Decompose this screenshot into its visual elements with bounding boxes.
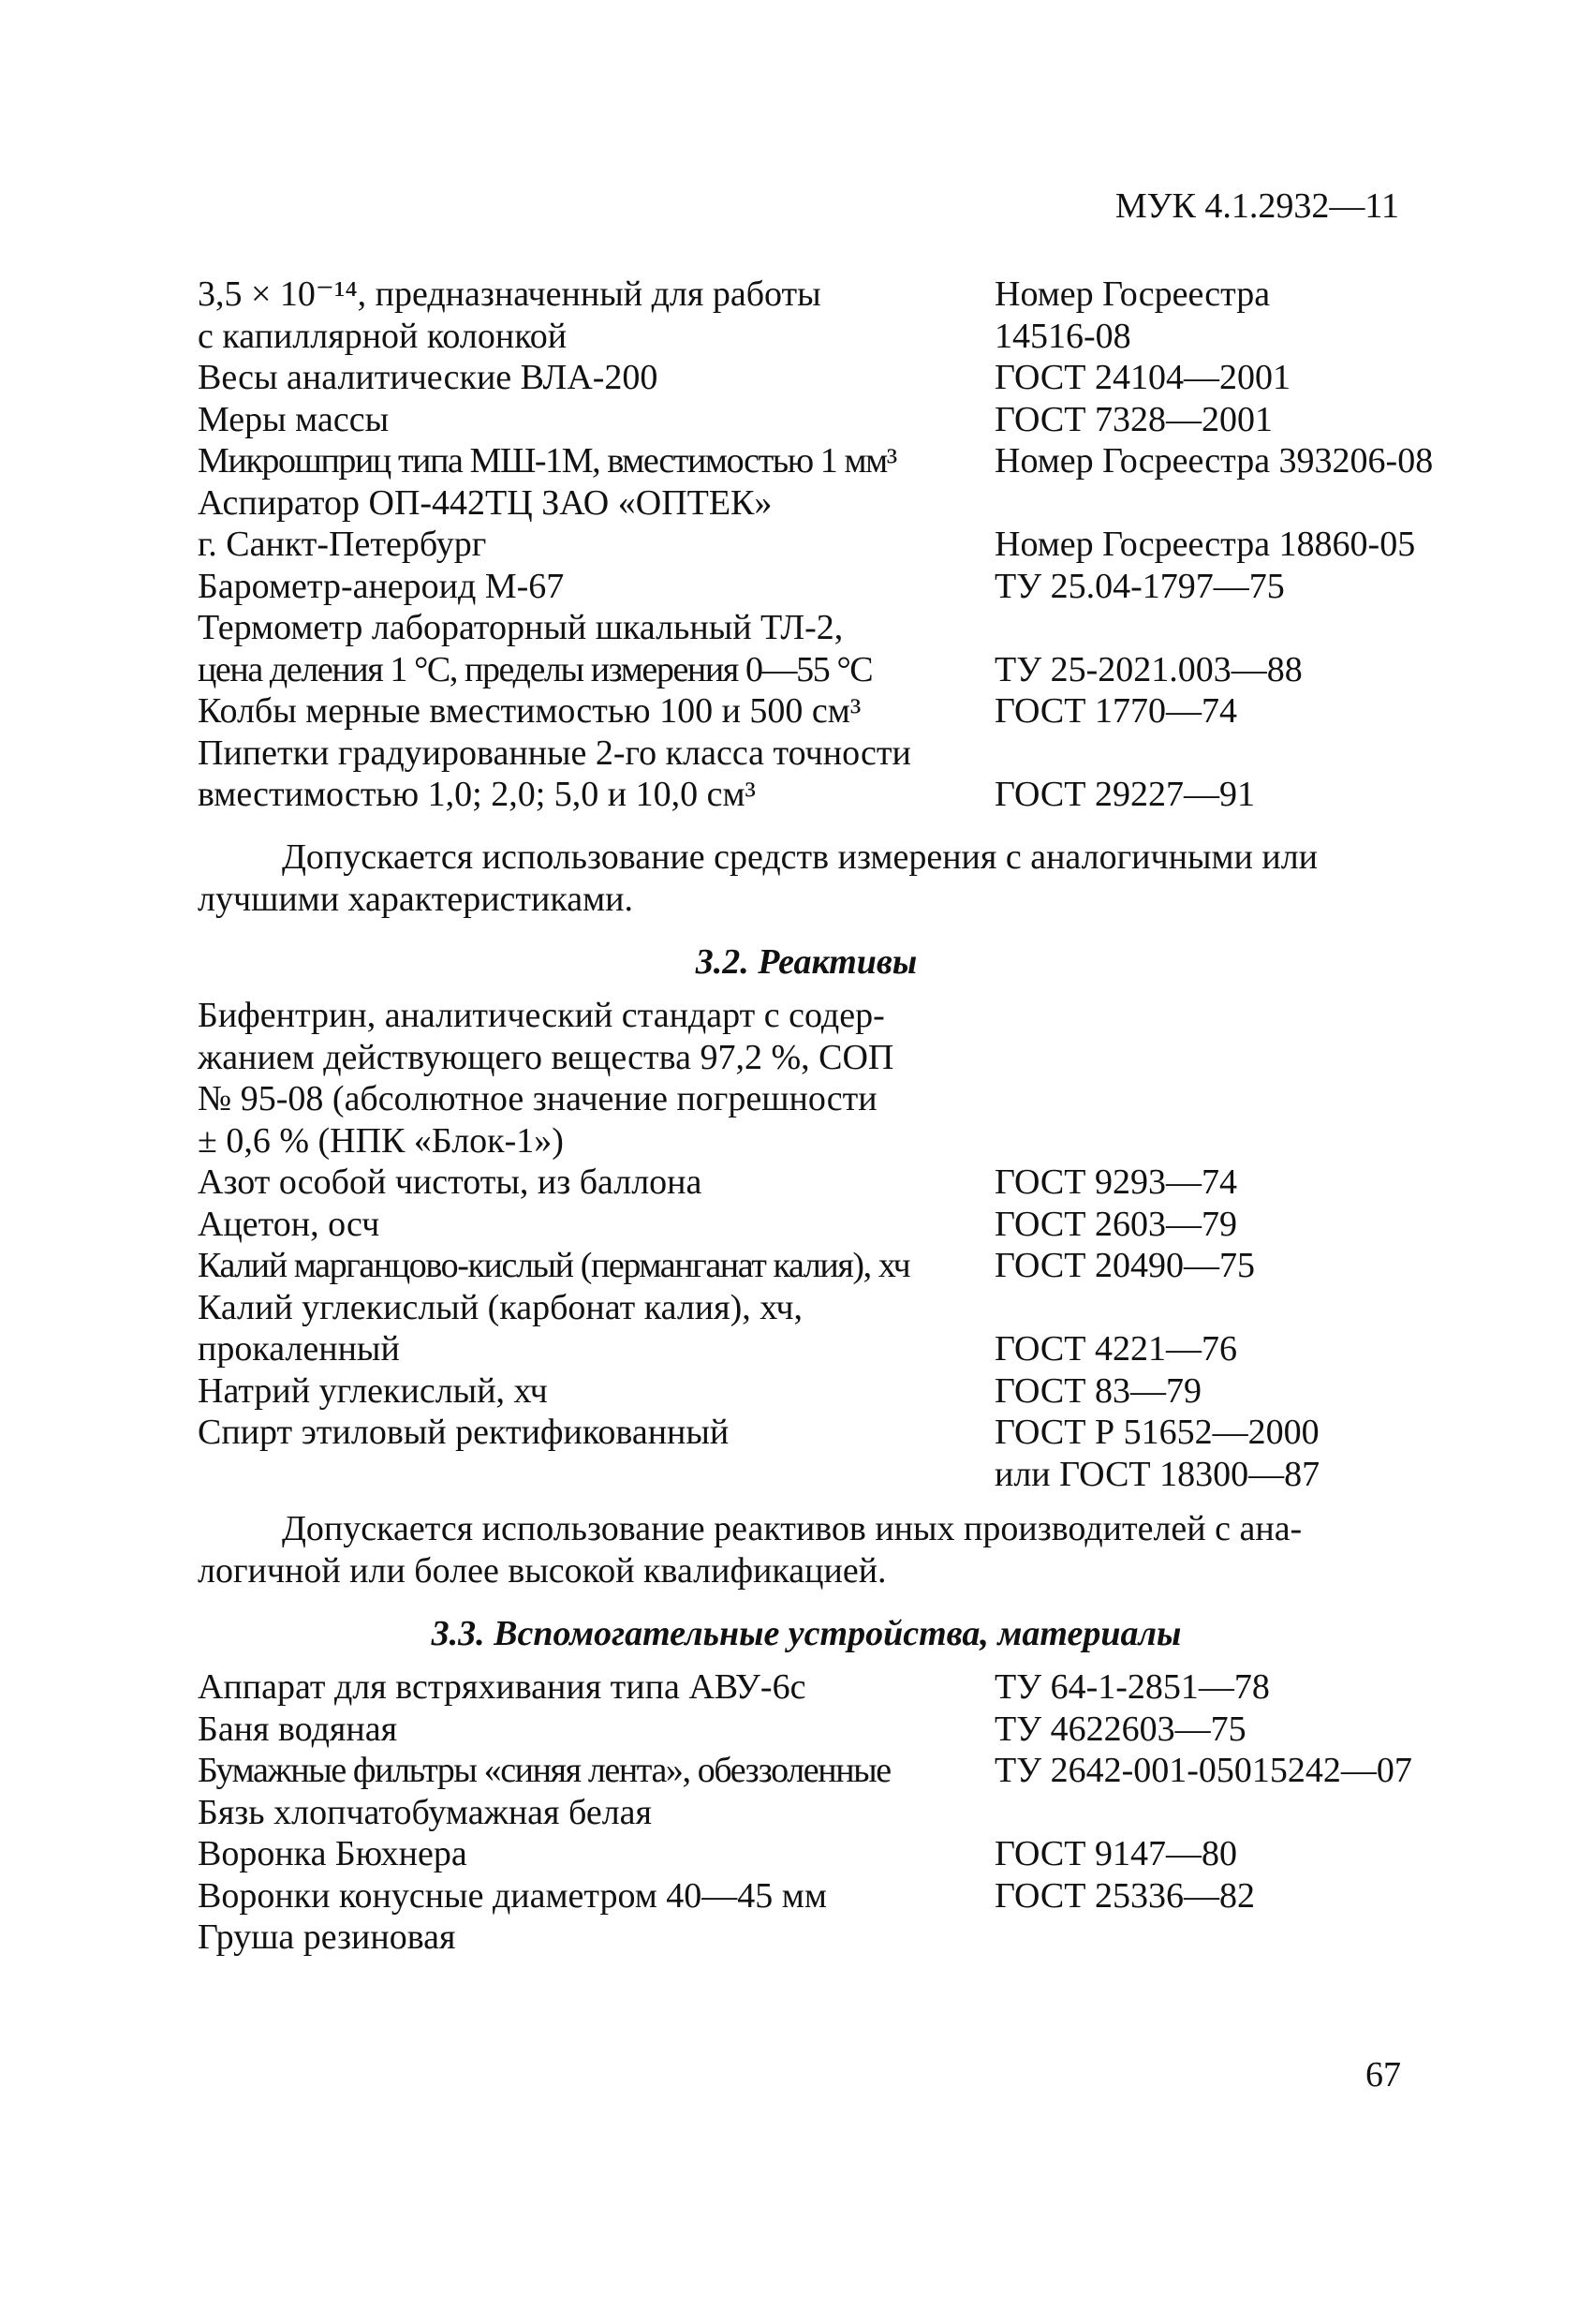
list-item [198, 1162, 1490, 1204]
list-item [198, 1328, 1490, 1370]
item-name: 3,5 × 10⁻¹⁴, предназначенный для работы [198, 274, 821, 314]
item-name: Аспиратор ОП-442ТЦ ЗАО «ОПТЕК» [198, 482, 773, 523]
list-item [198, 1792, 1490, 1834]
item-name: Калий углекислый (карбонат калия), хч, [198, 1287, 803, 1327]
item-name: Бифентрин, аналитический стандарт с содер- [198, 996, 885, 1035]
item-name: Натрий углекислый, хч [198, 1370, 548, 1411]
item-ref: ГОСТ 20490—75 [995, 1246, 1255, 1285]
item-ref: Номер Госреестра 18860-05 [995, 525, 1416, 564]
list-item [198, 1078, 1490, 1120]
item-ref [995, 1287, 1490, 1329]
item-name: Баня водяная [198, 1709, 398, 1749]
item-name: Калий марганцово-кислый (перманганат калия), хч [198, 1246, 910, 1285]
item-ref: ТУ 25-2021.003—88 [995, 649, 1303, 689]
list-item [198, 1709, 1490, 1751]
item-ref [995, 607, 1490, 649]
item-name: Микрошприц типа МШ-1М, вместимостью 1 мм³ [198, 441, 896, 481]
item-ref: ГОСТ 24104—2001 [995, 358, 1291, 397]
list-item [198, 357, 1490, 399]
list-item [198, 1204, 1490, 1246]
list-item [198, 1245, 1490, 1287]
item-ref [995, 1120, 1490, 1162]
list-item [198, 1037, 1490, 1079]
list-item [198, 995, 1490, 1037]
item-ref [995, 1078, 1490, 1120]
item-ref [995, 733, 1490, 775]
list-item [198, 774, 1490, 816]
list-item [198, 316, 1490, 358]
note-line: логичной или более высокой квалификацией. [198, 1550, 887, 1591]
list-item [198, 1917, 1490, 1959]
item-name: цена деления 1 °С, пределы измерения 0—55 °С [198, 649, 873, 689]
item-ref [995, 1037, 1490, 1079]
item-ref: ТУ 4622603—75 [995, 1709, 1246, 1749]
item-name: ± 0,6 % (НПК «Блок-1») [198, 1120, 564, 1161]
note-line: Допускается использование средств измерения с аналогичными или [282, 837, 1318, 877]
list-item [198, 1454, 1490, 1496]
list-item [198, 690, 1490, 733]
item-name: Пипетки градуированные 2-го класса точности [198, 733, 911, 773]
item-ref: ГОСТ 9293—74 [995, 1162, 1237, 1202]
item-ref [995, 482, 1490, 525]
list-item [198, 1750, 1490, 1792]
item-name: прокаленный [198, 1329, 400, 1369]
item-name: Термометр лабораторный шкальный ТЛ-2, [198, 608, 844, 647]
reagents-list [198, 995, 1490, 1495]
item-ref: Номер Госреестра 393206-08 [995, 441, 1434, 481]
item-name: с капиллярной колонкой [198, 316, 568, 356]
list-item [198, 482, 1490, 525]
list-item [198, 524, 1490, 566]
item-name: Колбы мерные вместимостью 100 и 500 см³ [198, 691, 862, 731]
list-item [198, 1666, 1490, 1709]
item-name: Бумажные фильтры «синяя лента», обеззоленные [198, 1751, 891, 1790]
list-item [198, 1833, 1490, 1875]
item-ref: Номер Госреестра [995, 274, 1271, 314]
list-item [198, 1287, 1490, 1329]
item-ref [995, 995, 1490, 1037]
item-name: Воронки конусные диаметром 40—45 мм [198, 1875, 827, 1916]
item-name: Воронка Бюхнера [198, 1834, 467, 1873]
item-ref: ГОСТ 1770—74 [995, 691, 1237, 731]
reagents-note [198, 1508, 1415, 1591]
note-line: Допускается использование реактивов иных производителей с ана- [282, 1509, 1303, 1548]
list-item [198, 440, 1490, 482]
list-item [198, 733, 1490, 775]
list-item [198, 1875, 1490, 1917]
item-name: Весы аналитические ВЛА-200 [198, 358, 658, 397]
item-name: Аппарат для встряхивания типа АВУ-6с [198, 1667, 806, 1707]
item-ref: ГОСТ 4221—76 [995, 1329, 1237, 1369]
item-name: Ацетон, осч [198, 1204, 380, 1244]
list-item [198, 566, 1490, 608]
item-name: Меры массы [198, 399, 390, 439]
list-item [198, 1412, 1490, 1454]
note-line: лучшими характеристиками. [198, 879, 633, 919]
list-item [198, 399, 1490, 441]
list-item [198, 1370, 1490, 1413]
instruments-note [198, 836, 1415, 920]
item-ref: ТУ 25.04-1797—75 [995, 566, 1285, 606]
item-name [198, 1454, 995, 1496]
item-name: Бязь хлопчатобумажная белая [198, 1792, 653, 1832]
list-item [198, 649, 1490, 691]
item-name: жанием действующего вещества 97,2 %, СОП [198, 1037, 894, 1077]
item-name: вместимостью 1,0; 2,0; 5,0 и 10,0 см³ [198, 775, 756, 814]
item-ref: ГОСТ 29227—91 [995, 775, 1255, 814]
aux-list [198, 1666, 1490, 1959]
item-ref: ГОСТ 2603—79 [995, 1204, 1237, 1244]
section-title-reagents: 3.2. Реактивы [695, 942, 918, 982]
item-name: г. Санкт-Петербург [198, 525, 487, 564]
item-ref: ГОСТ 9147—80 [995, 1834, 1237, 1873]
item-ref [995, 1917, 1490, 1959]
instruments-list [198, 274, 1490, 816]
item-ref: ГОСТ 7328—2001 [995, 399, 1273, 439]
item-name: Груша резиновая [198, 1917, 456, 1957]
item-ref: ГОСТ Р 51652—2000 [995, 1413, 1320, 1452]
section-title-aux: 3.3. Вспомогательные устройства, материалы [431, 1614, 1182, 1653]
item-ref [995, 1792, 1490, 1834]
item-ref: ГОСТ 83—79 [995, 1370, 1202, 1411]
item-name: Спирт этиловый ректификованный [198, 1413, 730, 1452]
document-code: МУК 4.1.2932—11 [1114, 186, 1399, 226]
item-name: Азот особой чистоты, из баллона [198, 1162, 702, 1202]
page-number: 67 [1365, 2055, 1401, 2095]
list-item [198, 607, 1490, 649]
item-ref: ТУ 2642-001-05015242—07 [995, 1751, 1412, 1790]
list-item [198, 1120, 1490, 1162]
item-name: Барометр-анероид М-67 [198, 566, 565, 606]
item-ref: или ГОСТ 18300—87 [995, 1454, 1320, 1494]
item-ref: ТУ 64-1-2851—78 [995, 1667, 1270, 1707]
list-item [198, 274, 1490, 316]
item-ref: ГОСТ 25336—82 [995, 1875, 1255, 1916]
item-name: № 95-08 (абсолютное значение погрешности [198, 1079, 878, 1118]
item-ref: 14516-08 [995, 316, 1131, 356]
